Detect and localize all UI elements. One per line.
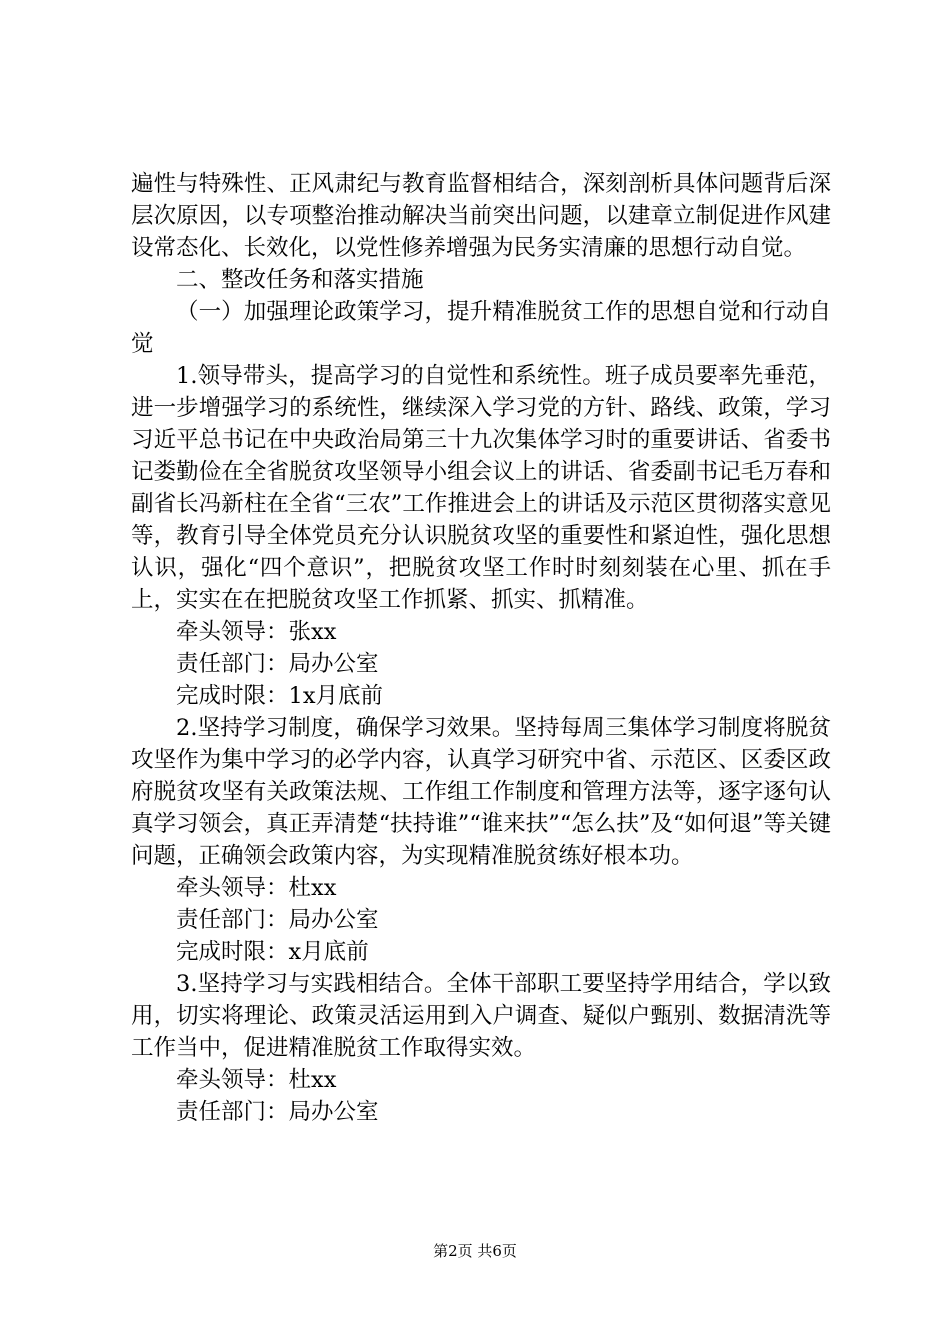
page-number-footer: 第2页 共6页 — [433, 1242, 517, 1260]
item-1-deadline: 完成时限：1x月底前 — [176, 683, 384, 709]
item-2-department: 责任部门：局办公室 — [176, 907, 379, 933]
document-body — [131, 168, 831, 1128]
subsection-heading: （一）加强理论政策学习，提升精准脱贫工作的思想自觉和行动自觉 — [131, 299, 831, 357]
item-2-deadline: 完成时限：x月底前 — [176, 939, 369, 965]
item-1-lead: 牵头领导：张xx — [176, 619, 337, 645]
item-3-lead: 牵头领导：杜xx — [176, 1067, 337, 1093]
paragraph-continuation: 遍性与特殊性、正风肃纪与教育监督相结合，深刻剖析具体问题背后深层次原因，以专项整治推动解决当前突出问题，以建章立制促进作风建设常态化、长效化，以党性修养增强为民务实清廉的思想行动自觉。 — [131, 171, 831, 261]
item-2-lead: 牵头领导：杜xx — [176, 875, 337, 901]
item-3-department: 责任部门：局办公室 — [176, 1099, 379, 1125]
section-heading: 二、整改任务和落实措施 — [176, 267, 424, 293]
item-3-paragraph: 3.坚持学习与实践相结合。全体干部职工要坚持学用结合，学以致用，切实将理论、政策灵活运用到入户调查、疑似户甄别、数据清洗等工作当中，促进精准脱贫工作取得实效。 — [131, 971, 831, 1061]
item-1-paragraph: 1.领导带头，提高学习的自觉性和系统性。班子成员要率先垂范，进一步增强学习的系统性，继续深入学习党的方针、路线、政策，学习习近平总书记在中央政治局第三十九次集体学习时的重要讲话、省委书记娄勤俭在全省脱贫攻坚领导小组会议上的讲话、省委副书记毛万春和副省长冯新柱在全省“三农”工作推进会上的讲话及示范区贯彻落实意见等，教育引导全体党员充分认识脱贫攻坚的重要性和紧迫性，强化思想认识，强化“四个意识”，把脱贫攻坚工作时时刻刻装在心里、抓在手上，实实在在把脱贫攻坚工作抓紧、抓实、抓精准。 — [131, 363, 831, 613]
item-2-paragraph: 2.坚持学习制度，确保学习效果。坚持每周三集体学习制度将脱贫攻坚作为集中学习的必学内容，认真学习研究中省、示范区、区委区政府脱贫攻坚有关政策法规、工作组工作制度和管理方法等，逐字逐句认真学习领会，真正弄清楚“扶持谁”“谁来扶”“怎么扶”及“如何退”等关键问题，正确领会政策内容，为实现精准脱贫练好根本功。 — [131, 715, 831, 869]
item-1-department: 责任部门：局办公室 — [176, 651, 379, 677]
